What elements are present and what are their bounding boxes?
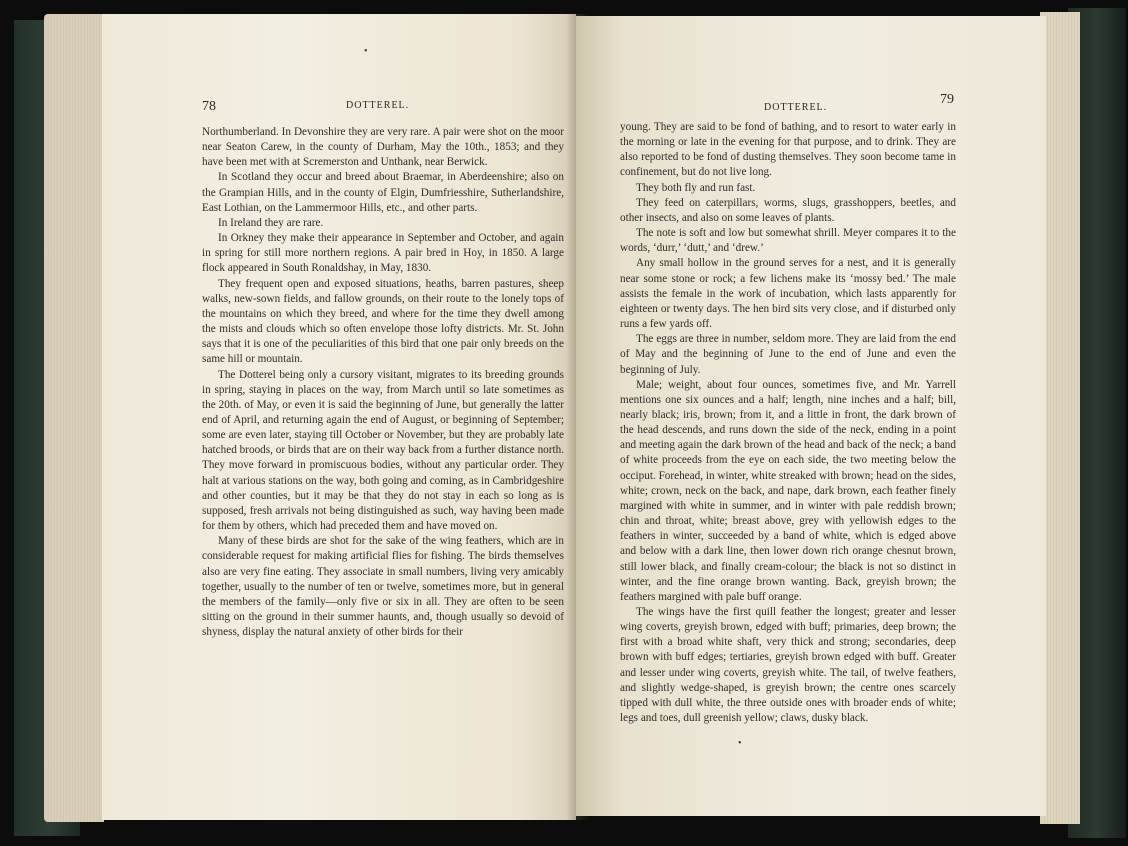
paragraph: In Ireland they are rare. (218, 216, 324, 229)
paragraph: They both fly and run fast. (636, 181, 756, 194)
page-edges-right (1040, 12, 1080, 824)
paragraph: The Dotterel being only a cursory visitant, migrates to its breeding grounds in spring, staying in places on the way, from March until so late sometimes as the 20th. of May, or even it is said the beginning of June, but generally the latter end of April, and returning again the end of August, or beginning of September; some are even later, staying till October or November, but they are probably late hatched broods, or birds that are on their way back from a further distance north. They move forward in promiscuous bodies, without any particular order. They halt at various stations on the way, both going and coming, as in Cambridgeshire and other counties, but it may be that they do not stay in each so long as is supposed, fresh arrivals not being distinguished as such, way having been made for them by others, which had preceded them and have moved on. (202, 368, 564, 533)
paragraph: The eggs are three in number, seldom more. They are laid from the end of May and the beginning of June to the end of June and even the beginning of July. (620, 333, 956, 376)
print-mark: • (738, 738, 742, 749)
left-page-body (202, 125, 564, 640)
page-edges-left (44, 14, 104, 822)
paragraph: Many of these birds are shot for the sake of the wing feathers, which are in considerable request for making artificial flies for fishing. The birds themselves also are very fine eating. They associate in small numbers, living very amicably together, usually to the number of ten or twelve, sometimes more, but in general the members of the family—only five or six in all. They are often to be seen sitting on the ground in their summer haunts, and, though usually so devoid of shyness, display the natural anxiety of other birds for their (202, 535, 564, 639)
paragraph: young. They are said to be fond of bathing, and to resort to water early in the morning or late in the evening for that purpose, and to drink. They are also reported to be fond of dusting themselves. They soon become tame in confinement, but do not live long. (620, 121, 956, 179)
paragraph: In Scotland they occur and breed about Braemar, in Aberdeenshire; also on the Grampian Hills, and in the county of Elgin, Dumfriesshire, Sutherlandshire, East Lothian, on the Lammermoor Hills, etc., and other parts. (202, 171, 564, 214)
right-page-body (620, 120, 956, 726)
paragraph: They feed on caterpillars, worms, slugs, grasshoppers, beetles, and other insects, and also on some leaves of plants. (620, 196, 956, 224)
paragraph: The note is soft and low but somewhat shrill. Meyer compares it to the words, ‘durr,’ ‘dutt,’ and ‘drew.’ (620, 227, 956, 255)
page-number: 79 (940, 92, 954, 107)
running-head: DOTTEREL. (764, 102, 828, 113)
paragraph: The wings have the first quill feather the longest; greater and lesser wing coverts, greyish brown, edged with buff; primaries, deep brown; the first with a broad white shaft, very thick and strong; secondaries, deep brown with buff edges; tertiaries, greyish brown edged with buff. Greater and lesser under wing coverts, greyish white. The tail, of twelve feathers, and slightly wedge-shaped, is greyish brown; the centre ones scarcely tipped with dull white, the three outside ones with broader ends of white; legs and toes, dull greenish yellow; claws, dusky black. (620, 606, 956, 725)
page-number: 78 (202, 99, 216, 114)
paragraph: Male; weight, about four ounces, sometimes five, and Mr. Yarrell mentions one six ounces and a half; length, nine inches and a half; bill, nearly black; iris, brown; from it, and a little in front, the dark brown of the head descends, and runs down the side of the neck, ending in a point and meeting again the dark brown of the head and back of the neck; a band of white proceeds from the eye on each side, the two meeting below the occiput. Forehead, in winter, white streaked with brown; head on the sides, white; crown, neck on the back, and nape, dark brown, each feather finely margined with white in summer, and in winter with pale reddish brown; chin and throat, white; breast above, grey with yellowish edges to the feathers in winter, succeeded by a band of white, which is edged above and below with a dark line, then lower down rich orange chesnut brown, still lower black, and finally cream-colour; the black is not so distinct in winter, and the fine orange brown wanting. Back, greyish brown; the feathers margined with pale buff orange. (620, 378, 956, 603)
paragraph: In Orkney they make their appearance in September and October, and again in spring for still more northern regions. A pair bred in Hoy, in 1850. A large flock appeared in South Ronaldshay, in May, 1830. (202, 232, 564, 275)
paragraph: Northumberland. In Devonshire they are very rare. A pair were shot on the moor near Seaton Carew, in the county of Durham, May the 10th., 1853; and they have been met with at Scremerston and Unthank, near Berwick. (202, 126, 564, 169)
paragraph: They frequent open and exposed situations, heaths, barren pastures, sheep walks, new-sown fields, and fallow grounds, on their route to the lonely tops of the mountains on which they breed, and where for the time they dwell among the mists and clouds which so often envelope those lofty districts. Mr. St. John says that it is one of the peculiarities of this bird that one pair only breeds on the same hill or mountain. (202, 277, 564, 366)
left-page (102, 14, 576, 820)
right-page (576, 16, 1046, 816)
paragraph: Any small hollow in the ground serves for a nest, and it is generally near some stone or rock; a few lichens make its ‘mossy bed.’ The male assists the female in the work of incubation, which lasts apparently for eighteen or twenty days. The hen bird sits very close, and if disturbed only runs a few yards off. (620, 257, 956, 331)
print-mark: • (364, 46, 368, 57)
running-head: DOTTEREL. (346, 100, 410, 111)
